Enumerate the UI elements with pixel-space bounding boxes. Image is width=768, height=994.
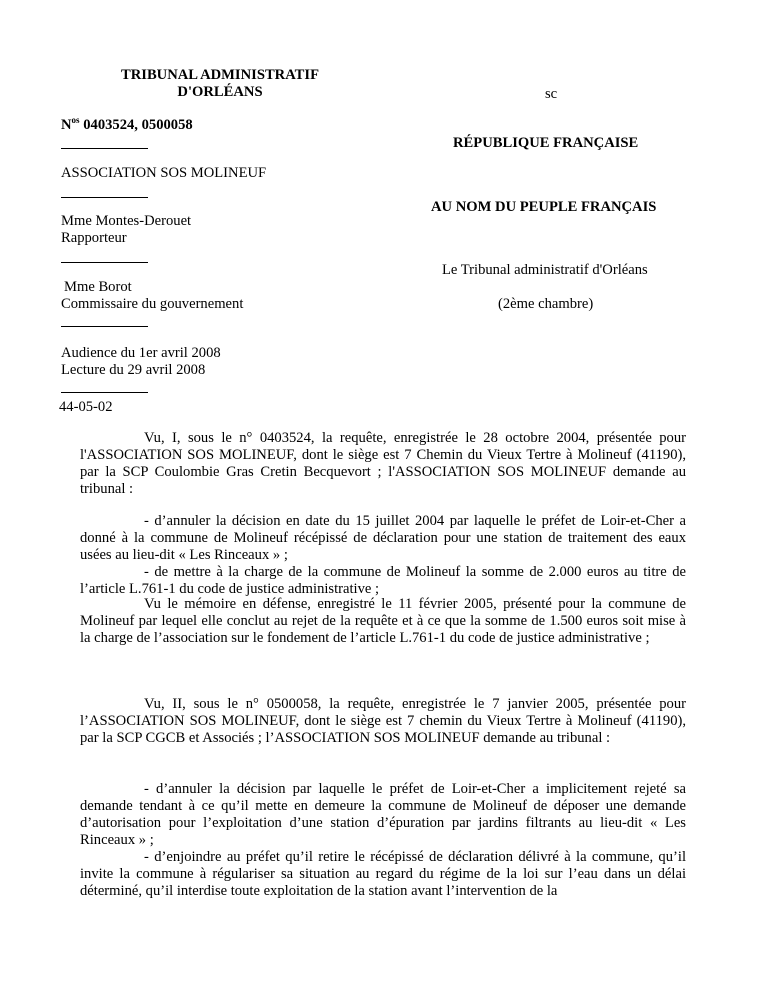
chamber: (2ème chambre) [498,296,594,312]
court-name-line2: D'ORLÉANS [177,84,263,100]
divider [61,197,148,198]
classification-code: 44-05-02 [59,399,113,415]
conclusion-item: - d’annuler la décision en date du 15 juillet 2004 par laquelle le préfet de Loir-et-Cher a donné à la commune de Molineuf récépissé de déclaration pour une station de traitement des eaux usées au lieu-dit « Les Rinceaux » ; [80,513,686,563]
people-heading: AU NOM DU PEUPLE FRANÇAIS [431,199,657,215]
divider [61,148,148,149]
commissaire-role: Commissaire du gouvernement [61,296,244,312]
conclusion-item: - d’enjoindre au préfet qu’il retire le récépissé de déclaration délivré à la commune, qu’il invite la commune à régulariser sa situation au regard du régime de la loi sur l’eau dans un délai déterminé, qu’il interdise toute exploitation de la station avant l’intervention de la [80,849,686,899]
conclusion-item: - d’annuler la décision par laquelle le préfet de Loir-et-Cher a implicitement rejeté sa demande tendant à ce qu’il mette en demeure la commune de Molineuf de déposer une demande d’autorisation pour l’exploitation d’une station d’épuration par jardins filtrants au lieu-dit « Les Rinceaux » ; [80,781,686,848]
rapporteur-role: Rapporteur [61,230,127,246]
paragraph-text: Vu, II, sous le n° 0500058, la requête, enregistrée le 7 janvier 2005, présentée pour l’ASSOCIATION SOS MOLINEUF, dont le siège est 7 chemin du Vieux Tertre à Molineuf (41190), par la SCP CGCB et Associés ; l’ASSOCIATION SOS MOLINEUF demande au tribunal : [80,696,686,746]
lecture-date: Lecture du 29 avril 2008 [61,362,206,378]
divider [61,262,148,263]
party-name: ASSOCIATION SOS MOLINEUF [61,165,267,181]
clerk-initials: sc [545,86,558,102]
tribunal-line: Le Tribunal administratif d'Orléans [442,262,648,278]
republic-heading: RÉPUBLIQUE FRANÇAISE [453,135,639,151]
conclusions-i [80,513,686,598]
paragraph-vu-i [80,430,686,498]
paragraph-text: Vu, I, sous le n° 0403524, la requête, enregistrée le 28 octobre 2004, présentée pour l'ASSOCIATION SOS MOLINEUF, dont le siège est 7 Chemin du Vieux Tertre à Molineuf (41190), par la SCP Coulombie Gras Cretin Becquevort ; l'ASSOCIATION SOS MOLINEUF demande au tribunal : [80,430,686,497]
paragraph-text: Vu le mémoire en défense, enregistré le 11 février 2005, présenté pour la commune de Molineuf par lequel elle conclut au rejet de la requête et à ce que la somme de 1.500 euros soit mise à la charge de l’association sur le fondement de l’article L.761-1 du code de justice administrative ; [80,596,686,646]
rapporteur-name: Mme Montes-Derouet [61,213,192,229]
paragraph-defense [80,596,686,647]
paragraph-vu-ii [80,696,686,747]
court-name-line1: TRIBUNAL ADMINISTRATIF [121,67,319,83]
commissaire-name: Mme Borot [64,279,132,295]
conclusions-ii [80,781,686,900]
divider [61,392,148,393]
divider [61,326,148,327]
audience-date: Audience du 1er avril 2008 [61,345,221,361]
conclusion-item: - de mettre à la charge de la commune de Molineuf la somme de 2.000 euros au titre de l’article L.761-1 du code de justice administrative ; [80,564,686,597]
case-numbers: $N^{os}$ 0403524, 0500058 [61,115,193,133]
